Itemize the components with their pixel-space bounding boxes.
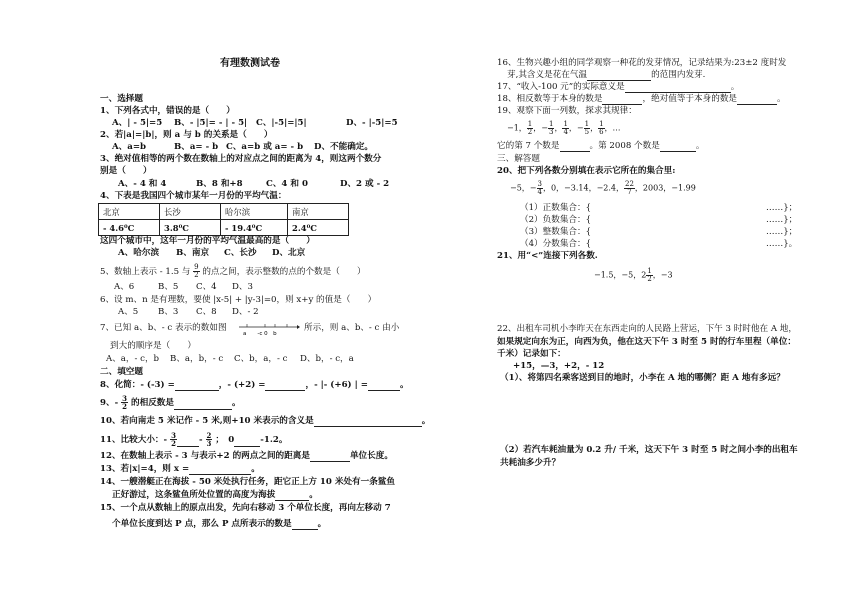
question-4: 4、下表是我国四个城市某年一月份的平均气温： [100,191,287,201]
question-11 [100,432,287,447]
table-cell: 北京 [99,204,160,220]
answer-blank[interactable] [587,71,651,81]
section-fill: 二、填空题 [100,367,143,377]
question-20: 20、把下列各数分别填在表示它所在的集合里: [497,166,676,176]
question-17 [497,82,739,93]
q5-text-a: 5、数轴上表示 - 1.5 与 [100,267,191,277]
q2-option-d: D、不能确定。 [314,142,374,152]
frac-num: 3 [171,431,176,440]
question-19-ask [497,141,704,152]
table-row [99,220,349,236]
q15-end: 。 [317,519,327,529]
frac-den: 2 [171,439,176,448]
question-22-sub2b: 共耗油多少升？ [500,458,561,468]
q19-ask-b: 。第 2008 个数是 [589,141,660,151]
frac-den: 2 [647,275,652,283]
q8-text-2: ，- (+2) = [218,380,266,390]
answer-blank[interactable] [234,437,260,447]
answer-blank[interactable] [292,520,318,530]
q18-text: 18、相反数等于本身的数是 [497,94,603,104]
answer-blank[interactable] [174,400,232,410]
q10-end: 。 [421,416,431,426]
sequence-term: ， [554,123,563,133]
q3-option-c: C、4 和 0 [266,179,308,189]
question-7-b: 所示，则 a、b、- c 由小 [304,323,400,333]
q6-option-b: B、3 [158,307,179,317]
question-14-line2 [112,490,318,501]
q19-ask-a: 它的第 7 个数是 [497,141,560,151]
question-22-line1: 22、出租车司机小李昨天在东西走向的人民路上营运，下午 3 时时他在 A 地， [497,324,797,334]
temperature-table [98,203,349,236]
frac-num: 2 [206,431,212,440]
question-19: 19、观察下面一列数，探求其规律： [497,106,637,116]
q4-option-b: B、南京 [176,248,210,258]
question-7-line2: 到大的顺序是（ ） [110,341,196,351]
sequence-term: ，… [604,123,621,133]
frac-num: 1 [599,120,604,128]
q2-option-a: A、a=b [112,142,147,152]
frac-den: 6 [599,128,604,136]
frac-den: 2 [122,402,128,411]
q6-option-d: D、- 2 [232,307,259,317]
answer-blank[interactable] [265,381,305,391]
frac-den: 2 [194,271,199,279]
frac-den: 2 [527,128,533,136]
q4-option-a: A、哈尔滨 [118,248,160,258]
section-choice: 一、选择题 [100,94,143,104]
q6-option-c: C、8 [196,307,217,317]
fraction [624,181,635,196]
answer-blank[interactable] [189,465,251,475]
fraction [193,264,199,279]
question-10 [100,416,430,427]
answer-blank[interactable] [660,142,696,152]
sequence-term: ， [590,123,599,133]
set-integer [520,227,591,238]
answer-blank[interactable] [314,417,422,427]
question-1: 1、下列各式中，错误的是（ ） [100,106,235,116]
section-answer: 三、解答题 [497,154,540,164]
q5-option-b: B、5 [158,282,179,292]
frac-den: 4 [537,188,542,196]
question-15-line1: 15、一个点从数轴上的原点出发，先向右移动 3 个单位长度，再向左移动 7 [100,503,391,513]
axis-labels: a -c 0 b [243,331,277,336]
q13-end: 。 [251,464,260,474]
table-cell: 南京 [288,204,349,220]
question-16-line2 [507,70,705,81]
q4-option-c: C、长沙 [224,248,257,258]
table-cell: 哈尔滨 [221,204,288,220]
q18-end: 。 [777,94,786,104]
answer-blank[interactable] [177,437,199,447]
q1-option-d: D、- |-5|=5 [346,118,398,128]
answer-blank[interactable] [175,381,219,391]
q20-num-b: ，0，−3.14，−2.4， [542,183,624,193]
q8-text-3: ，- |- (+6) | = [305,380,368,390]
table-cell: - 4.6⁰C [99,220,160,236]
set-label: （4）分数集合：{ [520,239,592,249]
question-4-ask: 这四个城市中，这年一月份的平均气温最高的是（ ） [100,236,315,246]
frac-den: 3 [206,439,212,448]
q8-text: 8、化简：- (-3) = [100,380,175,390]
question-8 [100,380,409,391]
table-row [99,204,349,220]
fraction [121,395,128,410]
number-line-figure [237,318,301,336]
frac-num: 1 [584,120,590,128]
q1-option-c: C、|-5|=|5| [256,118,307,128]
q19-end: 。 [695,141,705,151]
set-negative [520,215,591,226]
frac-den: 5 [584,128,590,136]
set-negative-tail: ……}； [766,215,798,225]
set-positive-tail: ……}； [766,203,798,213]
set-fraction [520,239,591,250]
q17-end: 。 [730,82,740,92]
question-12 [100,451,393,462]
q12-text: 12、在数轴上表示 - 3 与表示+2 的两点之间的距离是 [100,451,310,461]
answer-blank[interactable] [602,95,642,105]
question-2: 2、若|a|=|b|，则 a 与 b 的关系是（ ） [100,130,273,140]
answer-blank[interactable] [625,83,731,93]
sequence-term: −1， [507,123,527,133]
q20-num-a: −5，− [510,183,537,193]
table-cell: 长沙 [160,204,221,220]
frac-den: 7 [627,188,632,196]
q14-end: 。 [309,490,318,500]
question-3-line2: 别是（ ） [100,166,152,176]
q13-text: 13、若|x|=4，则 x = [100,464,190,474]
q9-pre: 9、- [100,398,119,408]
question-22-sub2a: （2）若汽车耗油量为 0.2 升/ 千米，这天下午 3 时至 5 时之间小李的出租车 [500,445,798,455]
table-cell: 3.8⁰C [160,220,221,236]
question-7-a: 7、已知 a、b、- c 表示的数如图 [100,323,227,333]
sequence [507,121,621,136]
question-18 [497,94,786,105]
q9-post: 的相反数是 [131,398,174,408]
set-positive [520,203,591,214]
frac-den: 4 [563,128,568,136]
q7-option-d: D、b，- c，a [300,354,354,364]
q11-mid: - [198,435,203,445]
q5-option-a: A、6 [114,282,135,292]
q2-option-b: B、a= - b [174,142,219,152]
q11-end: -1.2。 [260,435,288,445]
q16-end: 的范围内发芽. [651,70,706,80]
question-22-sub1: （1）、将第四名乘客送到目的地时，小李在 A 地的哪侧？距 A 地有多远？ [500,373,785,383]
question-3-line1: 3、绝对值相等的两个数在数轴上的对应点之间的距离为 4，则这两个数分 [100,154,382,164]
question-14-line1: 14、一艘潜艇正在海拔 - 50 米处执行任务，距它正上方 10 米处有一条鲨鱼 [100,477,396,487]
frac-num: 22 [625,180,634,188]
set-label: （3）整数集合：{ [520,227,592,237]
question-5 [100,264,366,279]
q3-option-a: A、- 4 和 4 [118,179,167,189]
q18-mid: ，绝对值等于本身的数是 [642,94,738,104]
q21-numbers [594,268,673,283]
q3-option-d: D、2 或 - 2 [340,179,390,189]
question-22-line3: 千米）记录如下： [497,349,566,359]
set-fraction-tail: ……}。 [766,239,798,249]
answer-blank[interactable] [560,142,590,152]
frac-num: 3 [122,394,128,403]
frac-num: 9 [194,263,199,271]
q12-end: 单位长度。 [349,451,393,461]
sequence-term: ，− [568,123,584,133]
q17-text: 17、“收入-100 元”的实际意义是 [497,82,625,92]
q2-option-c: C、a=b 或 a= - b [226,142,304,152]
q8-text-4: 。 [399,380,409,390]
q4-option-d: D、北京 [272,248,306,258]
q10-text: 10、若向南走 5 米记作 - 5 米,则+10 米表示的含义是 [100,416,314,426]
q6-option-a: A、5 [118,307,139,317]
q16-text: 芽,其含义是花在气温 [507,70,588,80]
q3-option-b: B、8 和+8 [196,179,243,189]
question-22-line2: 如果规定向东为正，向西为负，他在这天下午 3 时至 5 时的行车里程（单位： [497,337,796,347]
answer-blank[interactable] [275,491,309,501]
frac-num: 1 [563,120,568,128]
q15-text: 个单位长度到达 P 点，那么 P 点所表示的数是 [112,519,292,529]
answer-blank[interactable] [368,381,400,391]
q5-text-b: 的点之间，表示整数的点的个数是（ ） [202,267,366,277]
question-21: 21、用“<”连接下列各数. [497,251,598,261]
q21-num-a: −1.5，−5，2 [594,270,647,280]
question-13 [100,464,260,475]
frac-num: 3 [537,180,542,188]
set-integer-tail: ……}； [766,227,798,237]
q14-text: 正好游过，这条鲨鱼所处位置的高度为海拔 [112,490,276,500]
question-9 [100,395,241,410]
frac-num: 1 [527,120,533,128]
frac-num: 1 [548,120,554,128]
fraction [170,432,177,447]
q5-option-d: D、3 [232,282,253,292]
q5-option-c: C、4 [196,282,217,292]
exam-title: 有理数测试卷 [220,58,280,69]
fraction [206,432,213,447]
q21-num-b: ，−3 [652,270,673,280]
q20-numbers [510,181,696,196]
set-label: （1）正数集合：{ [520,203,592,213]
q1-option-a: A、| - 5|=5 [112,118,163,128]
sequence-term: ，− [533,123,548,133]
q20-num-c: ，2003，−1.99 [634,183,696,193]
q7-option-b: B、a，b，- c [170,354,224,364]
table-cell: 2.4⁰C [288,220,349,236]
q1-option-b: B、- |5|= - | - 5| [174,118,248,128]
frac-den: 3 [548,128,554,136]
frac-num: 1 [647,267,652,275]
question-16-line1: 16、生物兴趣小组的同学观察一种花的发芽情况，记录结果为:23±2 度时发 [497,58,787,68]
mileage-record: +15，—3，+2，- 12 [513,361,605,371]
table-cell: - 19.4⁰C [221,220,288,236]
question-6: 6、设 m、n 是有理数，要使 |x-5| + |y-3|=0，则 x+y 的值是（ ） [100,295,377,305]
q7-option-a: A、a，- c，b [106,354,160,364]
q11-pre: 11、比较大小：- [100,435,168,445]
question-15-line2 [112,519,326,530]
q7-option-c: C、b，a，- c [234,354,288,364]
answer-blank[interactable] [310,452,350,462]
q9-end: 。 [232,398,241,408]
answer-blank[interactable] [737,95,777,105]
set-label: （2）负数集合：{ [520,215,592,225]
q11-sep: ； 0 [215,435,235,445]
